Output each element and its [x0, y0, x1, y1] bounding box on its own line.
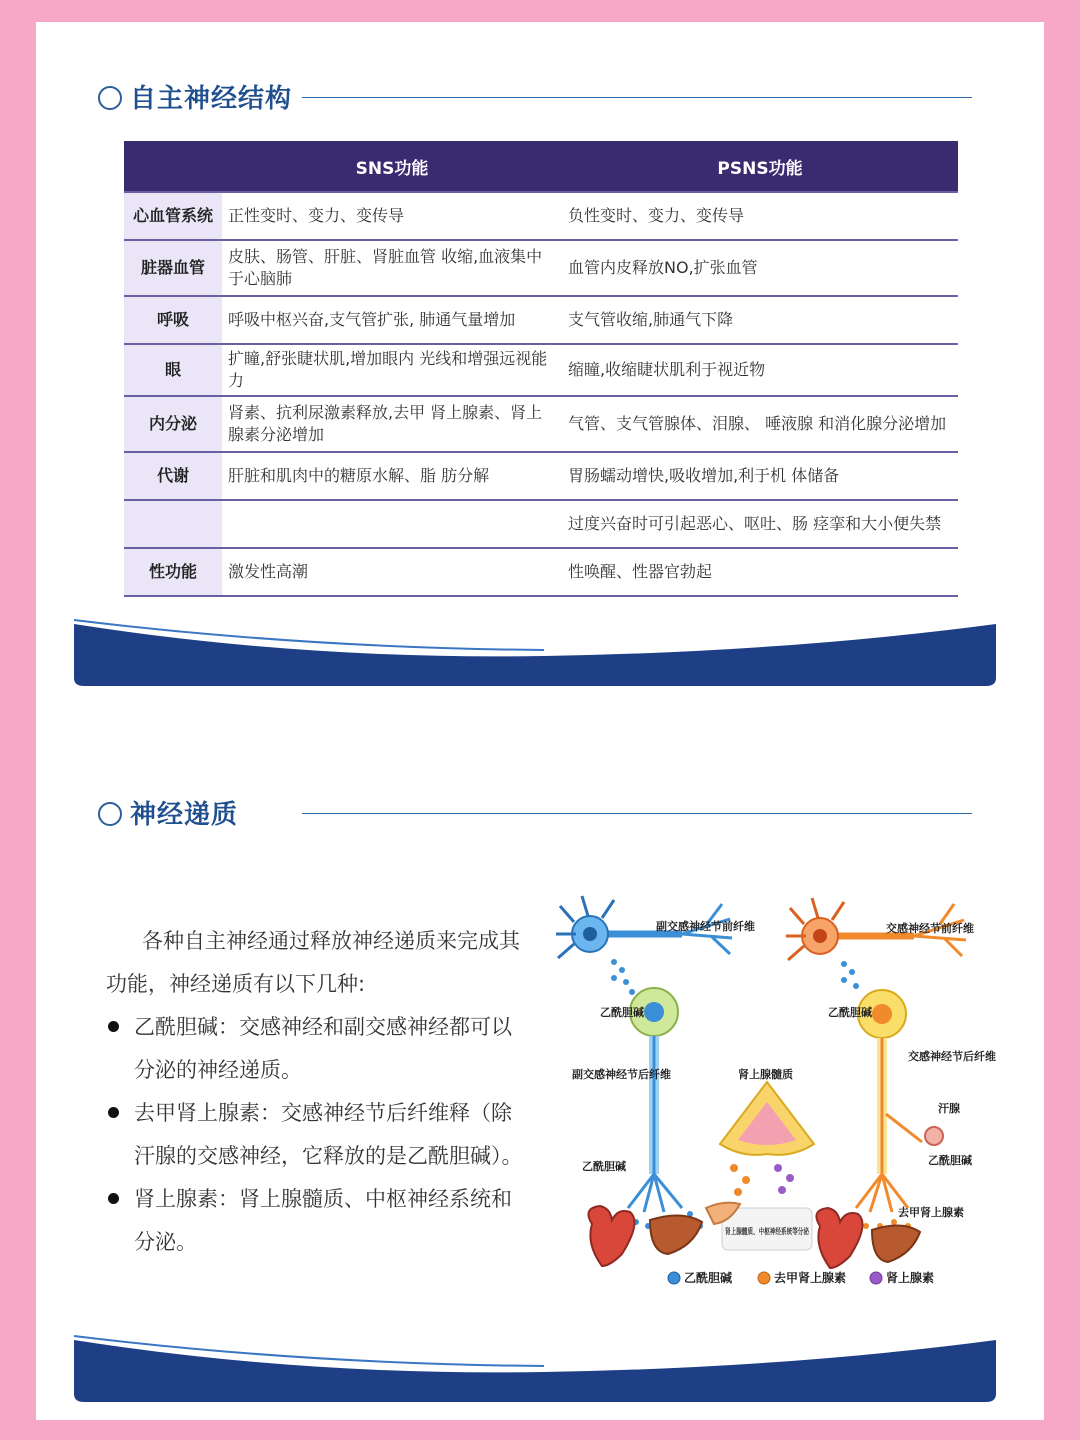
legend-label: 去甲肾上腺素: [774, 1271, 847, 1285]
table-header-cell: SNS功能: [222, 141, 562, 192]
list-item: [106, 1006, 526, 1092]
legend-label: 肾上腺素: [886, 1271, 935, 1285]
table-row: [124, 296, 958, 344]
list-item-text: 乙酰胆碱：交感神经和副交感神经都可以分泌的神经递质。: [134, 1015, 512, 1082]
sympathetic-neuron: [786, 898, 966, 1229]
sns-cell: 扩瞳,舒张睫状肌,增加眼内 光线和增强远视能力: [222, 344, 562, 396]
label-parasympathetic-postganglionic: 副交感神经节后纤维: [572, 1068, 671, 1081]
label-sympathetic-postganglionic: 交感神经节后纤维: [908, 1050, 996, 1063]
neurotransmitter-list: [106, 1006, 526, 1264]
label-norepinephrine: 去甲肾上腺素: [898, 1206, 964, 1219]
psns-cell: 气管、支气管腺体、泪腺、 唾液腺 和消化腺分泌增加: [562, 396, 958, 452]
legend-label: 乙酰胆碱: [684, 1271, 733, 1285]
heart-icon: [588, 1206, 634, 1266]
sns-cell: [222, 500, 562, 548]
header-divider: [302, 813, 972, 814]
category-cell: 心血管系统: [124, 192, 222, 240]
category-cell: 脏器血管: [124, 240, 222, 296]
sns-cell: 呼吸中枢兴奋,支气管扩张, 肺通气量增加: [222, 296, 562, 344]
parasympathetic-neuron: [556, 896, 732, 1229]
list-item: [106, 1178, 526, 1264]
label-acetylcholine: 乙酰胆碱: [828, 1006, 872, 1019]
category-cell: 眼: [124, 344, 222, 396]
psns-cell: 胃肠蠕动增快,吸收增加,利于机 体储备: [562, 452, 958, 500]
table-row: [124, 500, 958, 548]
category-cell: 内分泌: [124, 396, 222, 452]
table-row: [124, 452, 958, 500]
table-row: [124, 192, 958, 240]
page-sheet: [36, 22, 1044, 1420]
category-cell: 代谢: [124, 452, 222, 500]
table-header-row: [124, 141, 958, 192]
legend-swatch-norepinephrine: [758, 1272, 770, 1284]
neurotransmitter-diagram: [552, 874, 996, 1294]
circle-bullet-icon: [98, 86, 122, 110]
neurotransmitter-text: [106, 920, 526, 1264]
table-header-cell: [124, 141, 222, 192]
bullet-dot-icon: [108, 1107, 119, 1118]
category-cell: 呼吸: [124, 296, 222, 344]
list-item-text: 去甲肾上腺素：交感神经节后纤维释（除汗腺的交感神经，它释放的是乙酰胆碱）。: [134, 1101, 523, 1168]
table-row: [124, 548, 958, 596]
liver-icon: [650, 1215, 702, 1254]
heart-icon: [816, 1208, 862, 1268]
sns-cell: 正性变时、变力、变传导: [222, 192, 562, 240]
decorative-wave: [74, 1336, 996, 1402]
section-header-structure: [98, 78, 978, 118]
psns-cell: 性唤醒、性器官勃起: [562, 548, 958, 596]
label-parasympathetic-preganglionic: 副交感神经节前纤维: [656, 920, 755, 933]
legend-swatch-epinephrine: [870, 1272, 882, 1284]
adrenal-gland: [720, 1082, 845, 1250]
table-row: [124, 240, 958, 296]
sns-cell: 肾素、抗利尿激素释放,去甲 肾上腺素、肾上腺素分泌增加: [222, 396, 562, 452]
table-row: [124, 344, 958, 396]
psns-cell: 过度兴奋时可引起恶心、呕吐、肠 痉挛和大小便失禁: [562, 500, 958, 548]
bullet-dot-icon: [108, 1193, 119, 1204]
psns-cell: 血管内皮释放NO,扩张血管: [562, 240, 958, 296]
circle-bullet-icon: [98, 802, 122, 826]
psns-cell: 支气管收缩,肺通气下降: [562, 296, 958, 344]
intro-paragraph: 各种自主神经通过释放神经递质来完成其功能，神经递质有以下几种:: [106, 929, 520, 996]
sns-cell: 肝脏和肌肉中的糖原水解、脂 肪分解: [222, 452, 562, 500]
section-title: 神经递质: [130, 800, 239, 830]
psns-cell: 缩瞳,收缩睫状肌利于视近物: [562, 344, 958, 396]
list-item-text: 肾上腺素：肾上腺髓质、中枢神经系统和分泌。: [134, 1187, 512, 1254]
ans-function-table: [124, 141, 958, 597]
sns-cell: 皮肤、肠管、肝脏、肾脏血管 收缩,血液集中于心脑肺: [222, 240, 562, 296]
legend-swatch-acetylcholine: [668, 1272, 680, 1284]
label-acetylcholine: 乙酰胆碱: [600, 1006, 644, 1019]
label-sympathetic-preganglionic: 交感神经节前纤维: [886, 922, 974, 935]
sns-cell: 激发性高潮: [222, 548, 562, 596]
label-acetylcholine-sweat: 乙酰胆碱: [928, 1154, 972, 1167]
diagram-legend: [668, 1270, 934, 1285]
table-row: [124, 396, 958, 452]
section-header-neurotransmitter: [98, 794, 978, 834]
category-cell: 性功能: [124, 548, 222, 596]
header-divider: [302, 97, 972, 98]
label-adrenal-medulla: 肾上腺髓质: [738, 1068, 793, 1081]
label-sweat-gland: 汗腺: [938, 1102, 960, 1115]
label-acetylcholine-bottom: 乙酰胆碱: [582, 1160, 626, 1173]
decorative-wave: [74, 620, 996, 686]
bullet-dot-icon: [108, 1021, 119, 1032]
category-cell: [124, 500, 222, 548]
section-title: 自主神经结构: [130, 84, 293, 114]
list-item: [106, 1092, 526, 1178]
liver-icon: [872, 1225, 920, 1262]
psns-cell: 负性变时、变力、变传导: [562, 192, 958, 240]
table-header-cell: PSNS功能: [562, 141, 958, 192]
label-secretion-source: 肾上腺髓质、中枢神经系统等分泌: [725, 1227, 845, 1236]
